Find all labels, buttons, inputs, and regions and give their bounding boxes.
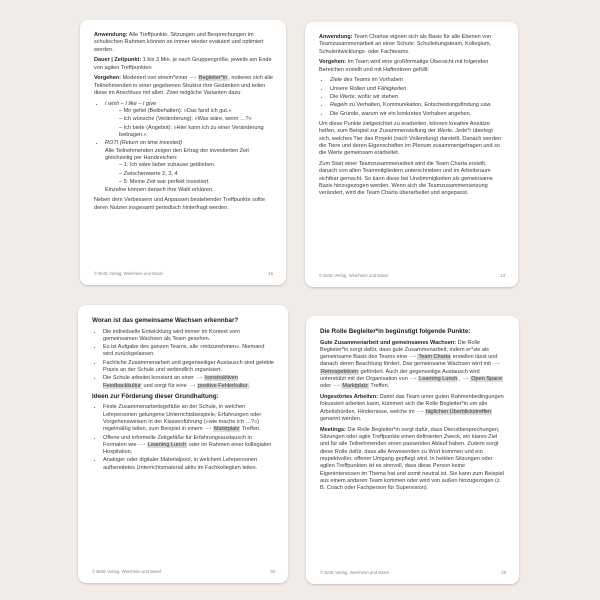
paragraph-meetings xyxy=(320,427,506,493)
item-post: wir ein konkretes Vorhaben angehen. xyxy=(378,110,472,117)
link-feedbackkultur[interactable]: konstruktiven Feedbackkultur xyxy=(103,375,238,389)
item-post: zu Verhalten, Kommunikation, Entscheidungsfindung usw. xyxy=(347,102,492,109)
paragraph-werte xyxy=(319,121,505,157)
card-footer xyxy=(94,270,273,277)
text-e: oder xyxy=(320,383,333,390)
item-after: und sorgt für eine xyxy=(141,382,189,389)
paragraph-start: Zum Start einer Teamzusammenarbeit wird die Team Charta erstellt, danach von allen Teammitgliedern unterschrieben und im Arbeitsraum sichtbar gemacht. So kann diese bei Unstimmigkeiten als gemeinsame Basis hinzugezogen werden. Wenn sich die Teamzusammensetzung verändert, wird die Team Charta überarbeitet und angepasst. xyxy=(319,160,493,197)
arrow-icon: ⟶ xyxy=(461,375,469,382)
card-retrospective xyxy=(80,20,286,285)
list-item: – 1: Ich wäre lieber zuhause geblieben. xyxy=(119,162,273,169)
text-a: Die Rolle Begleiter*in sorgt dafür, dass gute Zusammenarbeit, indem er*sie als gemeinsame Basis des Teams eine xyxy=(320,339,489,361)
paragraph-zusammenarbeit xyxy=(320,340,506,391)
text-werte-em: Werte xyxy=(437,128,453,135)
text-b: erstellen lässt und danach deren Beachtung fördert. Das gemeinsame Wachsen wird mit xyxy=(320,354,498,368)
paragraph-vorgehen xyxy=(319,59,505,74)
list-item xyxy=(330,94,505,101)
paragraph-dauer xyxy=(94,57,273,72)
item-text: Die individuelle Entwicklung wird immer im Kontext vom gemeinsamen Wachsen als Team gesehen. xyxy=(103,328,240,342)
page-number: 30 xyxy=(270,568,275,574)
card-footer xyxy=(320,569,506,576)
page-number: 15 xyxy=(268,270,273,276)
variant-sublist xyxy=(105,162,273,186)
link-marktplatz[interactable]: Marktplatz xyxy=(342,383,368,390)
link-ueberblickstreffen[interactable]: täglichen Überblickstreffen xyxy=(425,408,492,415)
list-item: – Zwischenwerte 2, 3, 4 xyxy=(119,171,273,178)
label-anwendung: Anwendung: xyxy=(94,32,128,38)
link-learning-lunch[interactable]: Learning Lunch xyxy=(147,441,187,448)
label-dauer: Dauer | Zeitpunkt: xyxy=(94,57,142,64)
list-item xyxy=(103,435,275,457)
item-em: Werte xyxy=(339,94,355,101)
item-pre: Die xyxy=(330,94,340,101)
text-d: , xyxy=(458,375,462,382)
item-after: . xyxy=(248,382,251,389)
arrow-icon: ⟶ xyxy=(204,426,212,433)
text-vorgehen-a: Moderiert von einem*einer xyxy=(121,75,190,82)
item-em: warum xyxy=(361,110,379,117)
list-item xyxy=(330,77,505,84)
item-post: des Teams im Vorhaben xyxy=(342,77,403,84)
label-anwendung: Anwendung: xyxy=(319,34,353,40)
variant-title: I wish – I like – I give xyxy=(105,100,157,107)
list-item: – Ich biete (Angebot): »Hier kann ich zu einer Veränderung beitragen.« xyxy=(119,125,273,140)
text-meetings: Die Rolle Begleiter*in sorgt dafür, dass Dienstbesprechungen, Sitzungen oder agile Treffpunkte einen definierten Zweck, ein klares Ziel und für alle Teilnehmenden einen passenden Ablauf haben. Zudem sorgt diese Rolle dafür, dass alle Anwesenden zu Wort kommen und ein respektvoller, offener Umgang gepflegt wird. In heiklen Sitzungen oder agilen Treffpunkten ist es sinnvoll, dass diese Person keine Eigeninteressen im Thema hat und somit neutral ist. Sie kann zum Beispiel aus einem anderen Team kommen oder wird von außen hinzugezogen (z. B. Coach oder Fachperson für Supervision). xyxy=(320,426,504,492)
arrow-icon: ⟶ xyxy=(416,408,424,415)
card-heading: Die Rolle Begleiter*in begünstigt folgende Punkte: xyxy=(320,328,471,335)
link-marktplatz[interactable]: Marktplatz xyxy=(213,426,240,433)
list-item xyxy=(330,86,505,93)
link-begleiter[interactable]: Begleiter*in xyxy=(198,75,228,82)
arrow-icon: ⟶ xyxy=(332,383,340,390)
text-dauer: 1 bis 3 Min. je nach Gruppengröße, jeweils am Ende von agilen Treffpunkten xyxy=(94,57,272,71)
arrow-icon: ⟶ xyxy=(188,382,196,389)
variant-sublist xyxy=(105,108,273,139)
item-text: Die Schule arbeitet konstant an einer xyxy=(103,375,196,382)
copyright: © Beltz Verlag, Weinheim und Basel xyxy=(319,272,389,278)
variant-after: Einzelne können danach ihre Wahl erklären. xyxy=(105,187,214,194)
item-after: oder im Rahmen einer kollegialen Hospitation. xyxy=(103,441,272,456)
list-item: – Mir gefiel (Beibehalten): »Das fand ich gut.« xyxy=(119,108,273,115)
link-learning-lunch[interactable]: Learning Lunch xyxy=(419,375,458,382)
page-number: 13 xyxy=(500,272,505,278)
paragraph-anwendung xyxy=(94,32,273,54)
card-gemeinsames-wachsen xyxy=(78,305,288,583)
copyright: © Beltz Verlag, Weinheim und Basel xyxy=(92,568,162,574)
arrow-icon: ⟶ xyxy=(408,354,416,361)
arrow-icon: ⟶ xyxy=(492,361,500,368)
label-zusammenarbeit: Gute Zusammenarbeit und gemeinsames Wachsen: xyxy=(320,339,457,346)
paragraph-arbeiten xyxy=(320,394,506,423)
card-heading: Woran ist das gemeinsame Wachsen erkennbar? xyxy=(92,317,239,324)
item-text: Feste Zusammenarbeitsgefäße an der Schule, in welchen Lehrpersonen gelungene Unterrichtsbeispiele, Erfahrungen oder Vorgehensweisen in der Klassenführung (»wie mache ich …?«) regelmäßig teilen, zum Beispiel in einem xyxy=(103,404,262,433)
copyright: © Beltz Verlag, Weinheim und Basel xyxy=(320,569,390,575)
paragraph-anwendung xyxy=(319,34,505,56)
arrow-icon: ⟶ xyxy=(189,75,197,82)
arrow-icon: ⟶ xyxy=(195,375,203,382)
label-meetings: Meetings: xyxy=(320,426,346,433)
item-em: Regeln xyxy=(330,102,348,109)
card-subheading: Ideen zur Förderung dieser Grundhaltung: xyxy=(92,392,219,400)
text-werte-a: Um diese Punkte zielgerichtet zu erarbeiten, können kreative Ansätze helfen, zum Beispiel zur Zusammenstellung der xyxy=(319,120,490,135)
list-item xyxy=(103,344,275,359)
item-pre: Die Gründe, xyxy=(330,110,362,117)
variant-text: Alle Teilnehmenden zeigen den Ertrag der investierten Zeit gleichzeitig per Handzeichen: xyxy=(105,147,249,161)
list-item xyxy=(330,111,505,118)
label-arbeiten: Ungestörtes Arbeiten: xyxy=(320,394,379,401)
variant-item xyxy=(105,101,273,139)
text-f: Treffen. xyxy=(368,383,390,390)
text-b: genannt werden. xyxy=(320,415,362,422)
text-anwendung: Team Chartas eignen sich als Basis für alle Ebenen von Teamzusammenarbeit an einer Schule: Schulleitungsteam, Kollegium, Schulentwicklungs- oder Fachteams. xyxy=(319,34,492,55)
copyright: © Beltz Verlag, Weinheim und Basel xyxy=(94,270,164,276)
list-item xyxy=(103,329,275,344)
text-vorgehen: Im Team wird eine großformatige Übersicht mit folgenden Bereichen erstellt und mit Haftnotizen gefüllt: xyxy=(319,59,489,73)
card-footer xyxy=(92,568,275,575)
list-item xyxy=(103,375,275,390)
page-number: 26 xyxy=(501,569,506,575)
item-em: Rollen und Fähigkeiten xyxy=(349,85,407,92)
charta-list xyxy=(319,77,505,117)
arrow-icon: ⟶ xyxy=(409,375,417,382)
label-vorgehen: Vorgehen: xyxy=(94,75,122,82)
paragraph-closing: Neben dem Verbessern und Anpassen bestehender Treffpunkte sollte deren Nutzen insgesamt periodisch hinterfragt werden. xyxy=(94,197,266,211)
item-text: Analoger oder digitaler Materialpool, in welchem Lehrpersonen aufbereitetes Unterrichtsmaterial aktiv im Fachkollegium teilen. xyxy=(103,457,258,471)
list-item xyxy=(103,457,275,472)
list-item xyxy=(103,404,275,433)
link-open-space[interactable]: Open Space xyxy=(471,375,503,382)
card-footer xyxy=(319,272,505,279)
list-item: – Ich wünsche (Veränderung): »Was wäre, wenn …?« xyxy=(119,116,273,123)
card-team-charta xyxy=(305,22,518,287)
item-text: Es ist Aufgabe des ganzen Teams, alle »mitzunehmen«. Niemand wird zurückgelassen. xyxy=(103,344,265,358)
item-text: Offene und informelle Zeitgefäße für Erfahrungsaustausch in Formaten wie xyxy=(103,434,252,448)
link-fehlerkultur[interactable]: positive Fehlerkultur xyxy=(197,382,248,389)
text-vorgehen-b: , notieren sich alle Teilnehmenden in einer gegebenen Struktur ihre Gedanken und teilen diese im Anschluss mit allen. Zwei mögliche Varianten dazu: xyxy=(94,75,273,97)
link-retrospektiven[interactable]: Retrospektiven xyxy=(321,368,358,375)
text-a: Damit das Team unter guten Rahmenbedingungen fokussiert arbeiten kann, kümmert sich die Rolle Begleiter*in um alle Arbeitshürden. Hindernisse, welche im xyxy=(320,394,504,415)
arrow-icon: ⟶ xyxy=(138,441,146,448)
list-item: – 5: Meine Zeit war perfekt investiert. xyxy=(119,179,273,186)
card-rolle-begleiter xyxy=(306,316,519,584)
item-pre: Unsere xyxy=(330,85,350,92)
item-post: , wofür wir stehen xyxy=(354,94,399,101)
variant-title: ROTI (Return on time invested) xyxy=(105,140,183,147)
item-em: Ziele xyxy=(330,77,343,84)
variant-item xyxy=(105,140,273,194)
paragraph-vorgehen xyxy=(94,75,273,97)
label-vorgehen: Vorgehen: xyxy=(319,59,347,66)
list-item xyxy=(330,102,505,109)
ideen-list xyxy=(92,404,275,472)
text-werte-b: . Jede*r überlegt sich, welches Tier das Projekt (nach Vollendung) darstellt. Danach werden die Tiere und deren Eigenschaften im Plenum zusammengetragen und so die Werte gemeinsam erarbeitet. xyxy=(319,128,502,157)
list-item xyxy=(103,360,275,375)
text-anwendung: Alle Treffpunkte, Sitzungen und Besprechungen im schulischen Rahmen können so immer wieder evaluiert und optimiert werden. xyxy=(94,32,264,53)
wachsen-list xyxy=(92,329,275,390)
variant-list xyxy=(94,101,273,195)
item-text: Fachliche Zusammenarbeit und gegenseitiger Austausch sind gelebte Praxis an der Schule und verbindlich organisiert. xyxy=(103,359,275,373)
text-c: gefördert. Auch der gegenseitige Austausch wird unterstützt mit der Organisation von xyxy=(320,368,480,382)
link-team-charta[interactable]: Team Charta xyxy=(418,354,451,361)
item-after: Treffen. xyxy=(240,426,261,433)
